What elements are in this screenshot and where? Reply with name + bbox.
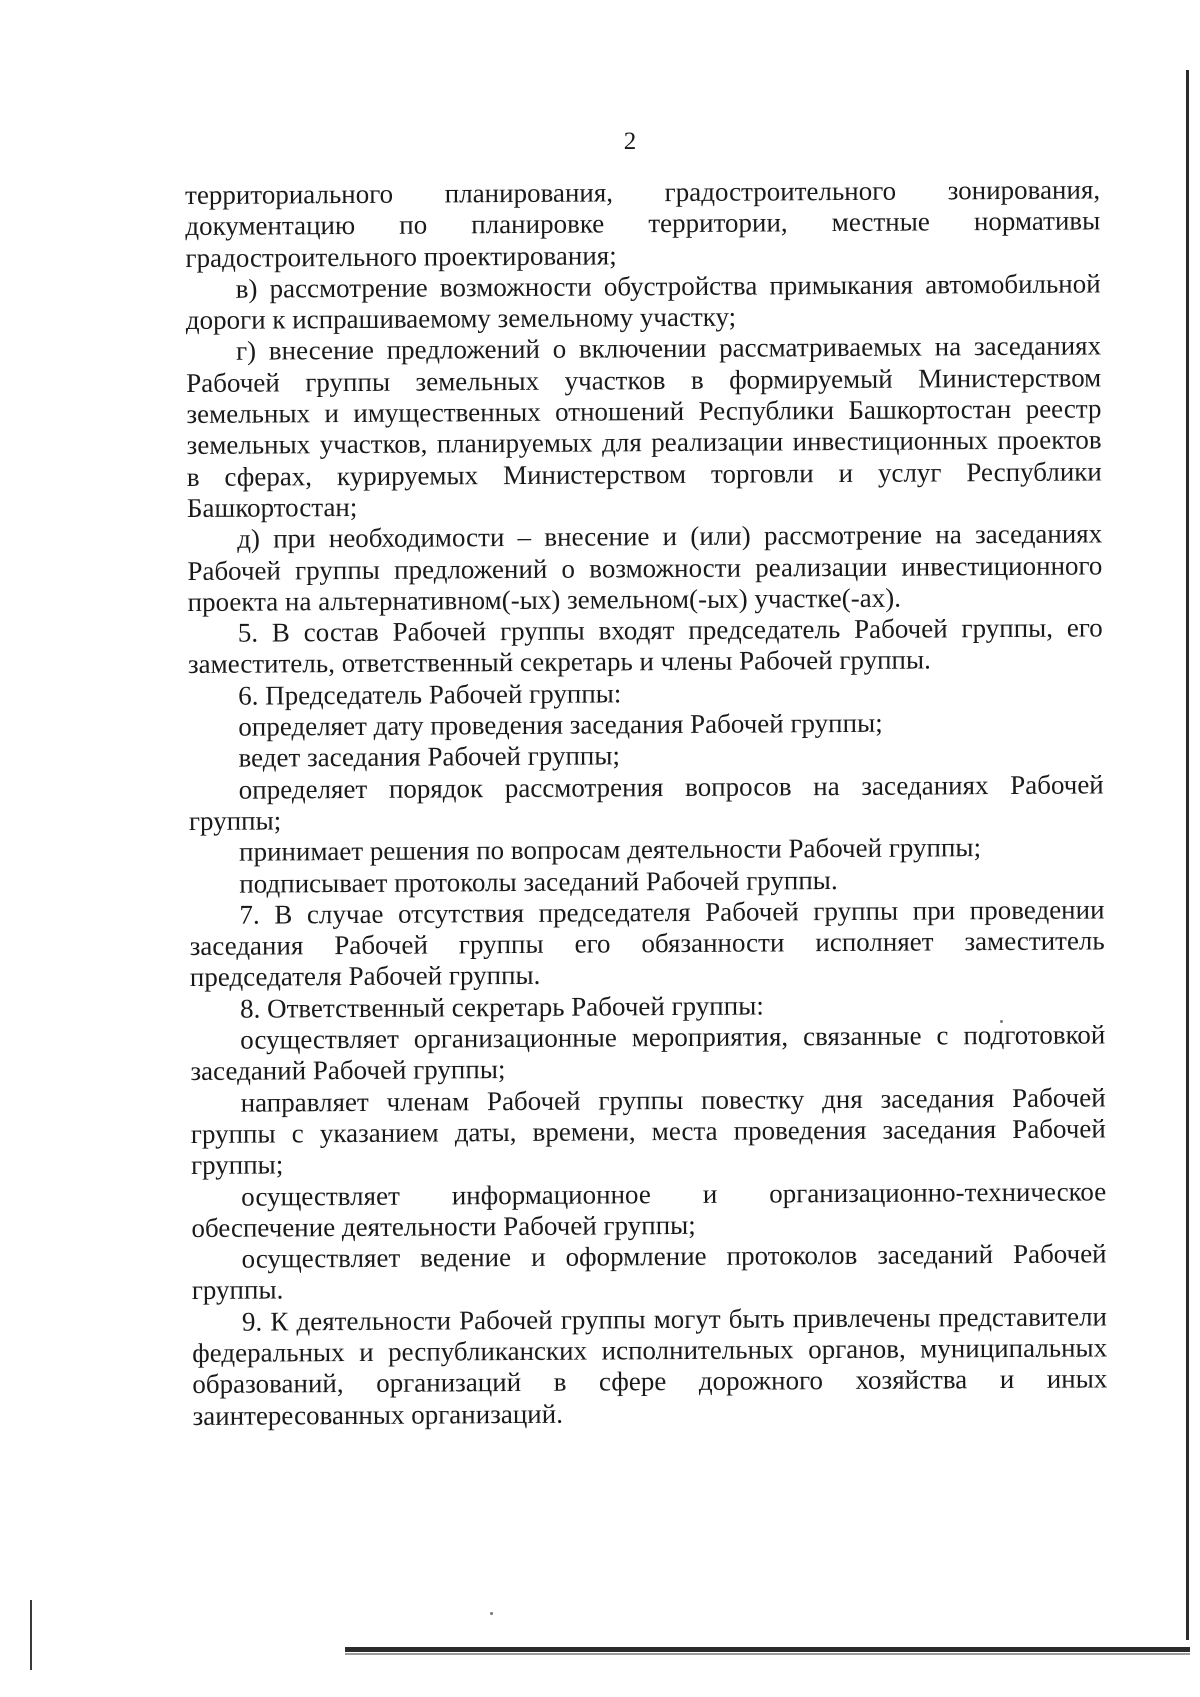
paragraph: осуществляет ведение и оформление протоколов заседаний Рабочей группы. [191, 1238, 1107, 1306]
paragraph: 5. В состав Рабочей группы входят председатель Рабочей группы, его заместитель, ответственный секретарь и члены Рабочей группы. [187, 612, 1103, 680]
paragraph: г) внесение предложений о включении рассматриваемых на заседаниях Рабочей группы земельных участков в формируемый Министерством земельных и имущественных отношений Республики Башкортостан реестр земельных участков, планируемых для реализации инвестиционных проектов в сферах, курируемых Министерством торговли и услуг Республики Башкортостан; [186, 330, 1102, 523]
paragraph: определяет порядок рассмотрения вопросов на заседаниях Рабочей группы; [188, 769, 1104, 836]
paragraph: 6. Председатель Рабочей группы: [238, 678, 622, 711]
scan-edge-left [30, 1600, 32, 1670]
paragraph: подписывает протоколы заседаний Рабочей группы. [239, 864, 838, 899]
document-body [185, 174, 1108, 1431]
scan-edge-bottom-shadow [345, 1653, 1190, 1655]
paragraph: 9. К деятельности Рабочей группы могут быть привлечены представители федеральных и республиканских исполнительных органов, муниципальных образований, организаций в сфере дорожного хозяйства и иных заинтересованных организаций. [192, 1301, 1108, 1431]
paragraph: ведет заседания Рабочей группы; [238, 740, 621, 774]
scan-speck [490, 1612, 493, 1615]
paragraph: территориального планирования, градостроительного зонирования, документацию по планировке территории, местные нормативы градостроительного проектирования; [185, 174, 1101, 273]
paragraph: осуществляет организационные мероприятия, связанные с подготовкой заседаний Рабочей группы; [190, 1019, 1106, 1087]
paragraph: осуществляет информационное и организационно-техническое обеспечение деятельности Рабочей группы; [191, 1175, 1107, 1243]
scan-edge-right [1186, 70, 1189, 1640]
paragraph: 7. В случае отсутствия председателя Рабочей группы при проведении заседания Рабочей группы его обязанности исполняет заместитель председателя Рабочей группы. [189, 894, 1105, 993]
paragraph: определяет дату проведения заседания Рабочей группы; [238, 707, 883, 742]
paragraph: направляет членам Рабочей группы повестку дня заседания Рабочей группы с указанием даты, времени, места проведения заседания Рабочей группы; [190, 1082, 1106, 1181]
paragraph: 8. Ответственный секретарь Рабочей группы: [239, 990, 764, 1024]
paragraph: в) рассмотрение возможности обустройства примыкания автомобильной дороги к испрашиваемому земельному участку; [185, 268, 1101, 336]
scan-edge-bottom [345, 1647, 1190, 1652]
paragraph: принимает решения по вопросам деятельности Рабочей группы; [239, 832, 982, 867]
paragraph: д) при необходимости – внесение и (или) рассмотрение на заседаниях Рабочей группы предложений о возможности реализации инвестиционного проекта на альтернативном(-ых) земельном(-ых) участке(-ах). [187, 518, 1103, 617]
page-number: 2 [623, 128, 637, 155]
